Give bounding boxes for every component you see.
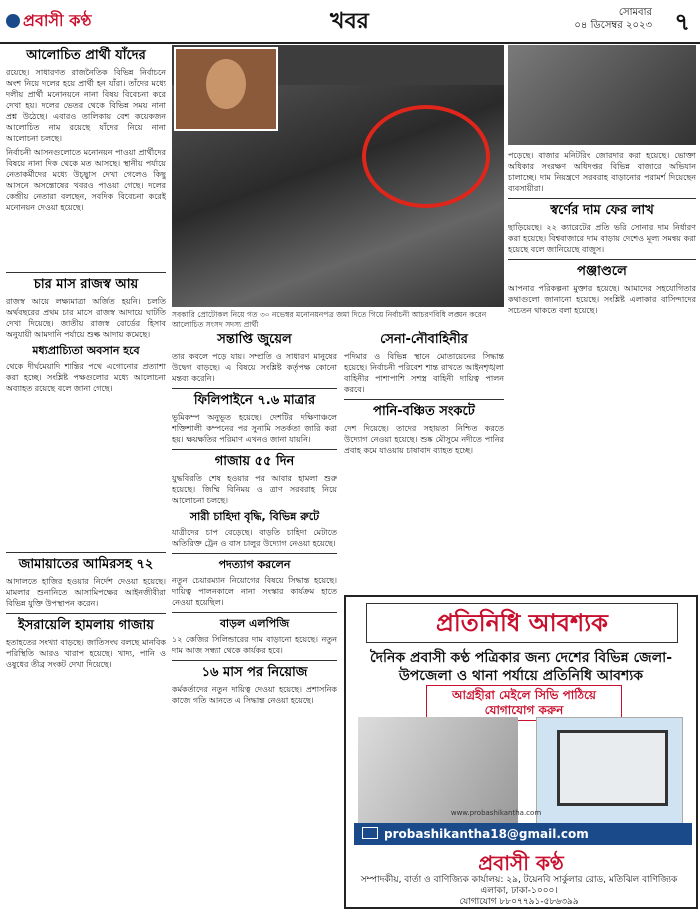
ad-description: দৈনিক প্রবাসী কণ্ঠ পত্রিকার জন্য দেশের বিভিন্ন জেলা-উপজেলা ও থানা পর্যায়ে প্রতিনিধি আবশ্যক bbox=[369, 650, 672, 684]
article-headline: ১৬ মাস পর নিয়োজ bbox=[201, 665, 308, 680]
highlight-circle bbox=[362, 105, 490, 208]
logo-text: প্রবাসী কণ্ঠ bbox=[23, 11, 92, 30]
portrait-face bbox=[206, 59, 246, 109]
article-column-4 bbox=[508, 150, 696, 590]
article-body: আপনার পরিকল্পনা মুক্তার হয়েছে। আমাদের সহযোগিতার কথাগুলো জানানো হয়েছে। সংশ্লিষ্ট এলাকার বাসিন্দাদের সচেতন থাকতে বলা হয়েছে। bbox=[508, 284, 696, 315]
masthead bbox=[0, 0, 700, 44]
article-body: যুদ্ধবিরতি শেষ হওয়ার পর আবার হামলা শুরু হয়েছে। জিম্মি বিনিময় ও ত্রাণ সরবরাহ নিয়ে আলোচনা চলছে। bbox=[172, 474, 337, 505]
article-body: রাজস্ব আয়ে লক্ষ্যমাত্রা অর্জিত হয়নি। চলতি অর্থবছরের প্রথম চার মাসে রাজস্ব আদায়ে ঘাটতি দেখা দিয়েছে। জাতীয় রাজস্ব বোর্ডের হিসাব অনুযায়ী আমদানি পর্যায়ে শুল্ক আদায় কমেছে। bbox=[6, 297, 166, 339]
ad-phone: যোগাযোগ ৮৮০৭৭৯১-৫৮৬৩৯৯ bbox=[459, 897, 579, 907]
article-headline: চার মাস রাজস্ব আয় bbox=[33, 277, 139, 292]
article-headline: পদত্যাগ করলেন bbox=[218, 558, 291, 571]
issue-date bbox=[574, 6, 652, 32]
article-headline: ফিলিপাইনে ৭.৬ মাত্রার bbox=[193, 393, 316, 408]
article-subhead: সারী চাহিদা বৃদ্ধি, বিভিন্ন রুটে bbox=[189, 510, 320, 523]
article-body: কর্মকর্তাদের নতুন দায়িত্ব দেওয়া হয়েছে। প্রশাসনিক কাজে গতি আনতে এ সিদ্ধান্ত নেওয়া হয়েছে। bbox=[172, 685, 337, 705]
article-headline: ইসরায়েলি হামলায় গাজায় bbox=[18, 618, 154, 633]
ad-cta: আগ্রহীরা মেইলে সিভি পাঠিয়ে যোগাযোগ করুন bbox=[426, 685, 622, 721]
article-headline: জামায়াতের আমিরসহ ৭২ bbox=[18, 557, 154, 572]
globe-icon bbox=[6, 14, 20, 28]
ad-title: প্রতিনিধি আবশ্যক bbox=[366, 603, 678, 643]
photo-caption: সবকারি প্রোটোকল নিয়ে গত ৩০ নভেম্বর মনোনয়নপত্র জমা দিতে গিয়ে নির্বাচনী আচরণবিধি লঙ্ঘন করেন আলোচিত সংসদ সদস্য প্রার্থী bbox=[172, 310, 487, 329]
divider bbox=[172, 449, 337, 450]
article-body: নির্বাচনী আসনগুলোতে মনোনয়ন পাওয়া প্রার্থীদের বিষয়ে নানা দিক থেকে মত আসছে। স্থানীয় পর্যায়ে নেতাকর্মীদের মধ্যে উচ্ছ্বাস দেখা গেলেও কিছু আসনে অসন্তোষের খবরও পাওয়া গেছে। দলের কেন্দ্রীয় নেতারা বলছেন, সবদিক বিবেচনা করেই মনোনয়ন দেওয়া হয়েছে। bbox=[6, 148, 166, 212]
divider bbox=[508, 198, 696, 199]
article-headline: সেনা-নৌবাহিনীর bbox=[380, 332, 468, 347]
divider bbox=[172, 612, 337, 613]
ad-email[interactable] bbox=[354, 823, 692, 845]
article-headline: সন্তাপ্তি জুয়েল bbox=[217, 332, 292, 347]
ad-website[interactable]: www.probashikantha.com bbox=[450, 809, 542, 817]
section-title: খবর bbox=[330, 9, 369, 34]
article-body: আদালতে হাজির হওয়ার নির্দেশ দেওয়া হয়েছে। মামলার শুনানিতে আসামিপক্ষের আইনজীবীরা বিভিন্ন যুক্তি উপস্থাপন করেন। bbox=[6, 577, 166, 608]
newspaper-logo[interactable] bbox=[6, 8, 92, 35]
divider bbox=[172, 553, 337, 554]
article-body: নতুন চেয়ারম্যান নিয়োগের বিষয়ে সিদ্ধান্ত হয়েছে। দায়িত্ব পালনকালে নানা সংস্কার কার্যক্রম হাতে নেওয়া হয়েছিল। bbox=[172, 576, 337, 607]
article-column-3 bbox=[344, 330, 504, 590]
page-number: ৭ bbox=[674, 8, 690, 36]
laptop-image bbox=[536, 717, 683, 829]
divider bbox=[508, 259, 696, 260]
envelope-icon bbox=[362, 827, 378, 839]
article-body: রয়েছে। সাধারণত রাজনৈতিক বিভিন্ন নির্বাচনে অংশ নিয়ে দলের হয়ে প্রার্থী হন যাঁরা। তাঁদের মধ্যে দলীয় প্রার্থী মনোনয়নে নানা বিষয় বিবেচনা করে দেখা হয়। দলের ভেতর থেকে বিভিন্ন সময় নানা প্রশ্ন উঠেছে। এবারও তালিকায় বেশ কয়েকজন আলোচিত নাম রয়েছে যাঁদের নিয়ে নানা আলোচনা চলছে। bbox=[6, 68, 166, 143]
divider bbox=[172, 388, 337, 389]
article-body: হতাহতের সংখ্যা বাড়ছে। জাতিসংঘ বলছে মানবিক পরিস্থিতি আরও খারাপ হয়েছে। খাদ্য, পানি ও ওষুধের তীব্র সংকট দেখা দিয়েছে। bbox=[6, 638, 166, 669]
article-body: পদিমার ও বিভিন্ন স্থানে মোতায়েনের সিদ্ধান্ত হয়েছে। নির্বাচনী পরিবেশ শান্ত রাখতে আইনশৃঙ্খলা বাহিনীর পাশাপাশি সশস্ত্র বাহিনী দায়িত্ব পালন করবে। bbox=[344, 352, 504, 394]
inset-portrait-photo[interactable] bbox=[174, 47, 278, 131]
representative-wanted-ad[interactable] bbox=[344, 595, 698, 909]
right-photo[interactable] bbox=[508, 45, 696, 145]
article-body: ভূমিকম্প অনুভূত হয়েছে। দেশটির দক্ষিণাঞ্চলে শক্তিশালী কম্পনের পর সুনামি সতর্কতা জারি করা হয়। ক্ষয়ক্ষতির পরিমাণ এখনও জানা যায়নি। bbox=[172, 413, 337, 444]
ad-address bbox=[354, 875, 684, 908]
divider bbox=[6, 272, 166, 273]
issue-date-text: ০৪ ডিসেম্বর ২০২৩ bbox=[574, 20, 652, 31]
article-headline: পানি-বঞ্চিত সংকটে bbox=[373, 404, 475, 419]
article-headline: গাজায় ৫৫ দিন bbox=[214, 454, 295, 469]
article-body: ১২ কেজির সিলিন্ডারের দাম বাড়ানো হয়েছে। নতুন দাম আজ সন্ধ্যা থেকে কার্যকর হবে। bbox=[172, 635, 337, 655]
article-subhead: মধ্যপ্রাচ্যিতা অবসান হবে bbox=[32, 344, 140, 357]
ad-logo: প্রবাসী কণ্ঠ bbox=[478, 851, 564, 875]
article-body: থেকে দীর্ঘমেয়াদি শান্তির পথে এগোনোর প্রত্যাশা করা হচ্ছে। সংশ্লিষ্ট পক্ষগুলোর মধ্যে আলোচনা অব্যাহত রয়েছে বলে জানা গেছে। bbox=[6, 362, 166, 393]
divider bbox=[344, 399, 504, 400]
ad-address-text: সম্পাদকীয়, বার্তা ও বাণিজ্যিক কার্যালয়: ২৯, টয়েনবি সার্কুলার রোড, মতিঝিল বাণিজ্যিক এলাকা, ঢাকা-১০০০। bbox=[360, 875, 678, 896]
article-column-2 bbox=[172, 330, 337, 905]
laptop-screen bbox=[557, 730, 668, 806]
article-candidates bbox=[6, 46, 166, 266]
article-headline: বাড়ল এলপিজি bbox=[219, 617, 290, 630]
divider bbox=[6, 552, 166, 553]
divider bbox=[6, 613, 166, 614]
article-headline: আলোচিত প্রার্থী যাঁদের bbox=[26, 48, 146, 63]
issue-day: সোমবার bbox=[618, 7, 652, 18]
ad-email-text: probashikantha18@gmail.com bbox=[384, 827, 589, 841]
article-body: পড়েছে। বাজার মনিটরিং জোরদার করা হয়েছে। ভোক্তা অধিকার সংরক্ষণ অধিদপ্তর বিভিন্ন বাজারে অভিযান চালাচ্ছে। দাম নিয়ন্ত্রণে সরবরাহ বাড়ানোর পরামর্শ দিয়েছেন ব্যবসায়ীরা। bbox=[508, 151, 696, 193]
divider bbox=[172, 660, 337, 661]
article-headline: স্বর্ণের দাম ফের লাখ bbox=[550, 203, 654, 218]
article-revenue bbox=[6, 268, 166, 418]
article-body: তার কবলে পড়ে যায়। সম্প্রতি ও সাধারণ মানুষের উদ্বেগ বাড়ছে। এ বিষয়ে সংশ্লিষ্ট কর্তৃপক্ষ কোনো মন্তব্য করেনি। bbox=[172, 352, 337, 383]
article-body: যাত্রীদের চাপ বেড়েছে। বাড়তি চাহিদা মেটাতে অতিরিক্ত ট্রেন ও বাস চালুর উদ্যোগ নেওয়া হয়েছে। bbox=[172, 528, 337, 548]
article-headline: পঞ্জাণ্ডলে bbox=[577, 264, 627, 279]
article-body: দেশ দিয়েছে। তাদের সহায়তা নিশ্চিত করতে উদ্যোগ নেওয়া হয়েছে। শুষ্ক মৌসুমে নদীতে পানির প্রবাহ কমে যাওয়ায় চাষাবাদ ব্যাহত হচ্ছে। bbox=[344, 424, 504, 455]
article-body: ছাড়িয়েছে। ২২ ক্যারেটের প্রতি ভরি সোনার দাম নির্ধারণ করা হয়েছে। বিশ্ববাজারে দাম বাড়ায় দেশেও মূল্য সমন্বয় করা হয়েছে বলে জানিয়েছে বাজুস। bbox=[508, 223, 696, 254]
article-jamaat bbox=[6, 548, 166, 903]
